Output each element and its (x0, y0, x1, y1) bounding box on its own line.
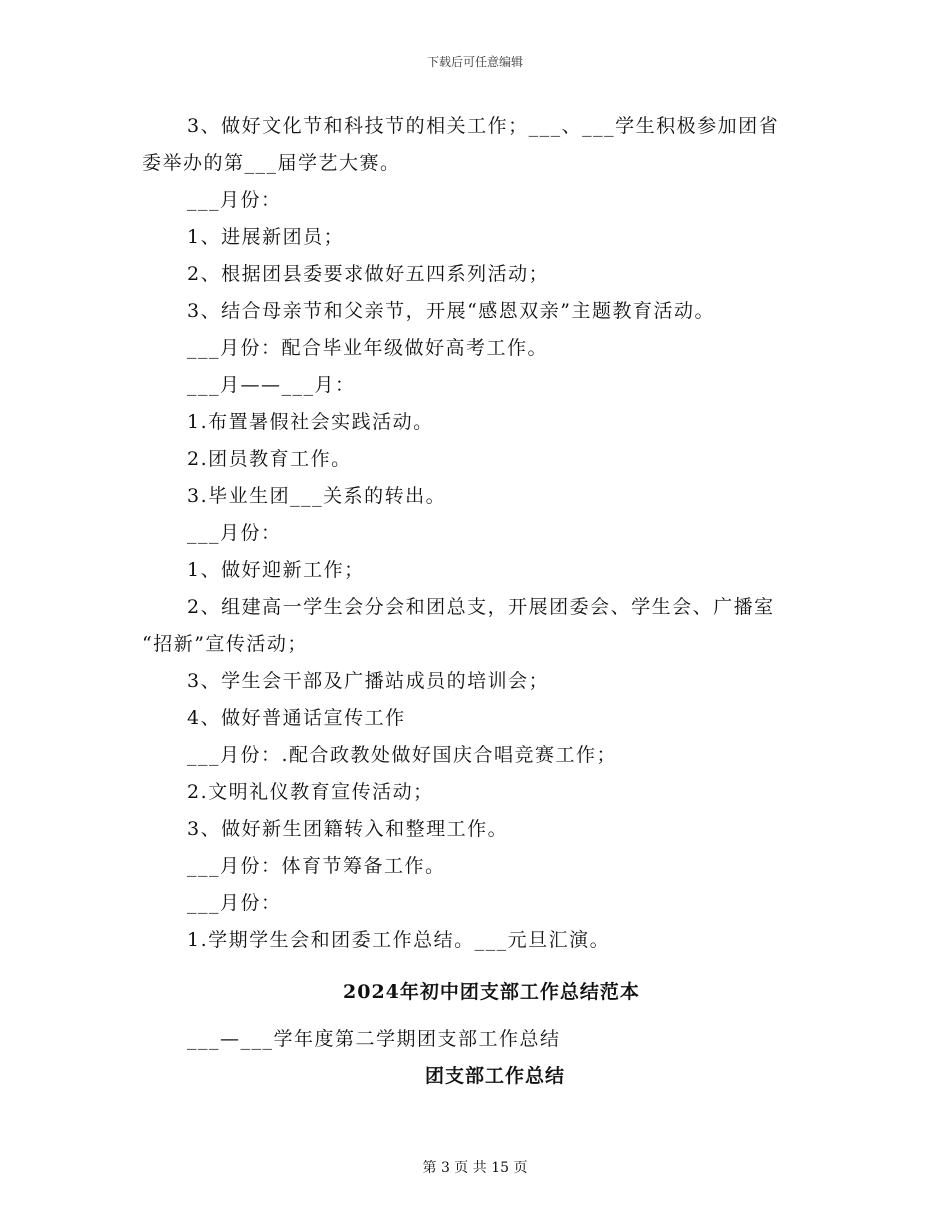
body-line: ___月份： (187, 892, 282, 914)
body-line: 3、学生会干部及广播站成员的培训会； (187, 670, 550, 692)
body-line: “招新”宣传活动； (142, 633, 308, 655)
body-line: ___月份： (187, 189, 282, 211)
body-line: 1、做好迎新工作； (187, 559, 365, 581)
body-line: 2、根据团县委要求做好五四系列活动； (187, 263, 550, 285)
page-number: 第 3 页 共 15 页 (422, 1160, 528, 1176)
body-line: 1.学期学生会和团委工作总结。___元旦汇演。 (187, 929, 611, 951)
body-line: ___月份：体育节筹备工作。 (187, 855, 446, 877)
body-line: 2.文明礼仪教育宣传活动； (187, 781, 434, 803)
body-line: 1、进展新团员； (187, 226, 345, 248)
body-line: 4、做好普通话宣传工作 (187, 707, 406, 729)
body-line: 3.毕业生团___关系的转出。 (187, 485, 447, 507)
body-line: 1.布置暑假社会实践活动。 (187, 411, 434, 433)
body-line: 3、做好文化节和科技节的相关工作；___、___学生积极参加团省 (187, 115, 780, 137)
subtitle-line: ___—___学年度第二学期团支部工作总结 (187, 1028, 561, 1050)
header-note: 下载后可任意编辑 (426, 55, 523, 69)
body-line: ___月份： (187, 522, 282, 544)
body-line: ___月份：配合毕业年级做好高考工作。 (187, 337, 549, 359)
body-line: 3、做好新生团籍转入和整理工作。 (187, 818, 509, 840)
document-title: 2024年初中团支部工作总结范本 (343, 981, 640, 1003)
body-line: 2.团员教育工作。 (187, 448, 352, 470)
body-line: ___月份：.配合政教处做好国庆合唱竞赛工作； (187, 744, 618, 766)
body-line: 委举办的第___届学艺大赛。 (142, 152, 401, 174)
body-line: 3、结合母亲节和父亲节，开展“感恩双亲”主题教育活动。 (187, 300, 716, 322)
section-heading: 团支部工作总结 (425, 1065, 566, 1087)
body-line: 2、组建高一学生会分会和团总支，开展团委会、学生会、广播室 (187, 596, 775, 618)
body-line: ___月——___月： (187, 374, 356, 396)
